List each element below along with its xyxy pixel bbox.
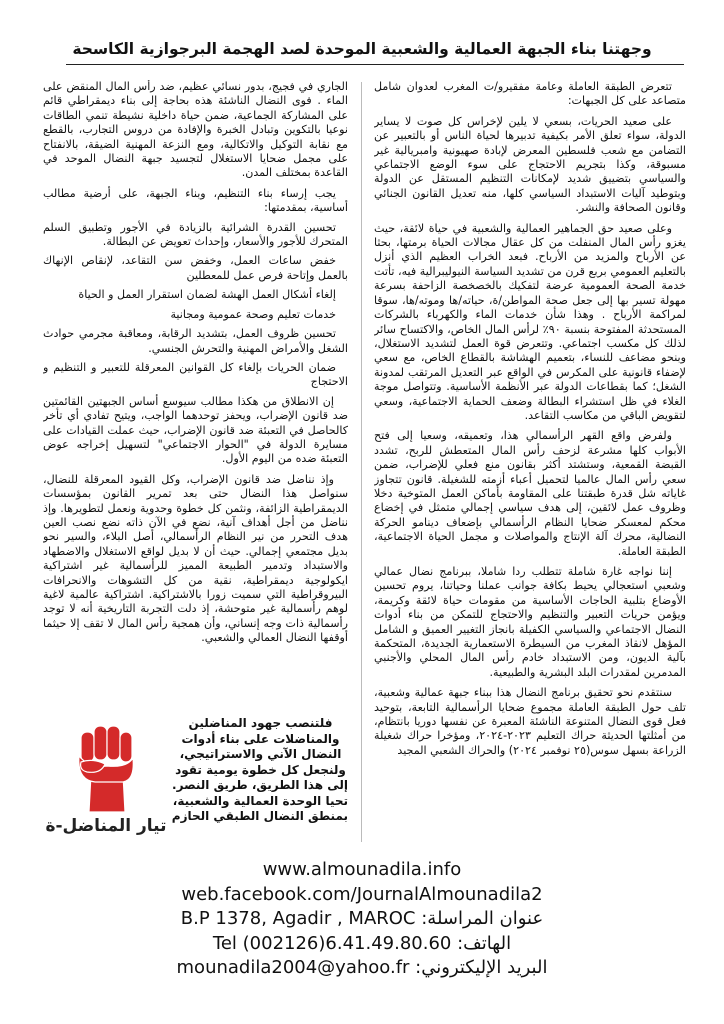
- page-title: وجهتنا بناء الجبهة العمالية والشعبية الموحدة لصد الهجمة البرجوازية الكاسحة: [72, 40, 652, 58]
- website-link[interactable]: www.almounadila.info: [262, 859, 462, 880]
- slogan-line: تحيا الوحدة العمالية والشعبية،: [172, 793, 348, 808]
- slogan-box: [43, 716, 348, 850]
- slogan-line: بمنطق النضال الطبقي الحازم: [171, 809, 348, 823]
- slogan-line: ولنجعل كل خطوة يومية تقود: [175, 762, 346, 777]
- paragraph-figuig: الجاري في فجيج، بدور نسائي عظيم، ضد رأس المال المنقض على الماء . فوى النضال الناشئة هذه بحاجة إلى بناء ديمقراطي قائم على المشاركة الجماعية، ضمن حياة داخلية نشيطة تنمي الطاقات نوعيا بالتكوين وتبادل الخبرة والإفادة من دروس التجارب، بالقطع مع نقابة التوكيل والاتكالية، ومع النزعة المهنية الضيقة، بالانفتاح على مجمل ضحايا الاستغلال لتجسيد جبهة النضال الموحد في القاعدة بمختلف المدن.: [43, 80, 348, 180]
- organization-logo: [43, 716, 169, 850]
- facebook-link[interactable]: web.facebook.com/JournalAlmounadila2: [181, 883, 543, 905]
- paragraph-strike-law: إن الانطلاق من هكذا مطالب سيوسع أساس الجبهتين القائمتين ضد قانون الإضراب، ويحفز توحدهما الواجب، ويتيح تفادي أي تأخر كالحاصل في التعبئة ضد قانون الإضراب، حيث عملت القيادات على مسايرة الدولة في "الحوار الاجتماعي" لتسهيل إخراجه عوض التعبئة ضده من اليوم الأول.: [43, 394, 348, 466]
- address-value: B.P 1378, Agadir , MAROC: [180, 908, 416, 929]
- slogan-line: فلتنصب جهود المناضلين: [188, 716, 333, 730]
- demand-item: تحسين القدرة الشرائية بالزيادة في الأجور وتطبيق السلم المتحرك للأجور والأسعار، وإحداث تعويض عن البطالة.: [43, 220, 348, 249]
- slogan-line: النضال الآني والاستراتيجي،: [179, 747, 342, 761]
- demand-item: ضمان الحريات بإلغاء كل القوانين المعرقلة للتعبير و التنظيم و الاحتجاج: [43, 360, 348, 389]
- demand-item: إلغاء أشكال العمل الهشة لضمان استقرار العمل و الحياة: [78, 288, 336, 302]
- demand-item: تحسين ظروف العمل، بتشديد الرقابة، ومعاقبة مجرمي حوادث الشغل والأمراض المهنية والتحرش الجنسي.: [43, 327, 348, 355]
- email-label: البريد الإليكتروني:: [415, 957, 548, 978]
- paragraph-intro: تتعرض الطبقة العاملة وعامة مفقيرو/ت المغرب لعدوان شامل متصاعد على كل الجبهات:: [374, 80, 686, 108]
- paragraph-socialism: وإذ نناضل ضد قانون الإضراب، وكل القيود المعرقلة للنضال، سنواصل هذا النضال حتى بعد تمرير القانون بمؤسسات الديمقراطية الزائفة، ونثمن كل خطوة وحدوية ونعمل لتطويرها. وإذ نناضل من أجل أهداف آنية، نضع في الآن ذاته نضع نصب العين هدف التحرر من نير النظام الرأسمالي، أصل البلاء، والسير نحو بديل مجتمعي إجمالي. حيث أن لا بديل لواقع الاستغلال والاضطهاد والاستبداد وتدمير الطبيعة المميز للرأسمالية غير اشتراكية ايكولوجية ديمقراطية، نقية من كل التشوهات والانحرافات البيروقراطية التي سميت زورا بالاشتراكية. اشتراكية عالمية لاغية لوهم رأسمالية غير متوحشة، إذ دلت التجربة التاريخية أنه لا توجد رأسمالية ذات وجه إنساني، وأن همجية رأس المال لا تقف إلا حيثما أوقفها النضال العمالي والشعبي.: [43, 472, 348, 645]
- demand-item: خدمات تعليم وصحة عمومية ومجانية: [170, 307, 336, 321]
- phone-label: الهاتف:: [457, 932, 512, 954]
- raised-fist-icon: [67, 722, 145, 814]
- email-value[interactable]: mounadila2004@yahoo.fr: [176, 957, 410, 978]
- paragraph-program: إننا نواجه غارة شاملة تتطلب ردا شاملا، ببرنامج نضال عمالي وشعبي استعجالي يحيط بكافة جوانب عملنا وحياتنا، يروم تحسين الأوضاع بتلبية الحاجات الأساسية من مقومات حياة لائقة وكريمة، ويؤمن حريات التعبير والتنظيم والاحتجاج للتمكن من بناء أدوات النضال الاجتماعي والسياسي الكفيلة بانجاز التغيير العميق و الشامل المؤهل لانقاذ المغرب من السيطرة الاستعمارية الجديدة، المتحكمة بآلية الديون، ومن الاستبداد خادم رأس المال المحلي والأجنبي المدمرين لمقدرات البلد البشرية والطبيعية.: [374, 565, 686, 679]
- address-label: عنوان المراسلة:: [421, 908, 544, 929]
- slogan-line: والمناضلات على بناء أدوات: [181, 731, 340, 746]
- phone-number: [0, 932, 724, 957]
- paragraph-front: سنتقدم نحو تحقيق برنامج النضال هذا ببناء جبهة عمالية وشعبية، تلف حول الطبقة العاملة مجموع ضحايا الرأسمالية التابعة، بتوحيد فعل قوى النضال المتنوعة الناشئة المعبرة عن نفسها دوريا بانتظام، من أمثلتها الحديثة حراك التعليم ٢٠٢٣-٢٠٢٤، ومؤخرا حراك شغيلة الزراعة بسهل سوس(٢٥ نوفمبر ٢٠٢٤) والحراك الشعبي المجيد: [374, 686, 686, 757]
- paragraph-freedoms: على صعيد الحريات، بسعي لا يلين لإخراس كل صوت لا يساير الدولة، سواء تعلق الأمر بكيفية تدبيرها لحياة الناس أو بالتعبير عن التضامن مع شعب فلسطين المعرض لإبادة صهيونية وامبريالية غير مسبوقة، وكذا بتجريم الاحتجاج على سوء الوضع الاجتماعي والسياسي بتضييق شديد لإمكانات التنظيم المستقل عن الدولة وبتوطيد آليات الاستبداد السياسي كلها، منه تعديل القانون الجنائي وقانون الصحافة والنشر.: [374, 114, 686, 215]
- demand-item: خفض ساعات العمل، وخفض سن التقاعد، لإنقاص الإنهاك بالعمل وإتاحة فرص عمل للمعطلين: [43, 254, 348, 282]
- phone-value: Tel (002126)6.41.49.80.60: [212, 932, 452, 954]
- closing-slogan: [173, 716, 348, 825]
- slogan-line: إلى هذا الطريق، طريق النصر.: [172, 778, 348, 792]
- contact-footer: [0, 858, 724, 981]
- logo-text: تيار المناضل-ة: [45, 816, 167, 836]
- demands-lead: يجب إرساء بناء التنظيم، وبناء الجبهة، على أرضية مطالب أساسية، بمقدمتها:: [43, 186, 348, 215]
- column-divider: [361, 82, 362, 842]
- paragraph-living-conditions: وعلى صعيد حق الجماهير العمالية والشعبية في حياة لائقة، حيث يغزو رأس المال المنفلت من كل عقال مجالات الحياة برمتها، بحثا عن الأرباح والمزيد من الأرباح. فبعد الخراب العظيم الذي أنزل بالتعليم العمومي بربع قرن من تشديد السياسة النيوليبرالية فيه، تأتت خدمة الصحة العمومية عرضة لتفكيك بالخصخصة الزاحفة بسرعة مهولة تسير بها إلى جعل صحة المواطن/ة، حياته/ها وموته/ها، سوقا لمراكمة الأرباح . وهذا شأن خدمات الماء والكهرباء بالشركات المستحدثة المفتوحة بنسبة ٩٠٪ لرأس المال الخاص، والاكتساح سائر لذلك كل مكسب اجتماعي. وتتعرض قوة العمل لتشديد الاستغلال، وبنحو مضاعف للنساء، بتعميم الهشاشة بالقطاع الخاص، مع سعي لإضفاء قانونية على المكرس في الواقع عبر التعديل المرتقب لمدونة الشغل؛ كما بقطاعات الدولة عبر الأنظمة الأساسية. وتتواصل موجة الغلاء في ظل استشراء البطالة وضعف الحماية الاجتماعية، وسعي لتقويض الباقي من مكاسب التقاعد.: [374, 221, 686, 422]
- paragraph-repression: ولفرض واقع القهر الرأسمالي هذا، وتعميقه، وسعيا إلى فتح الأبواب كلها مشرعة لزحف رأس المال المتعطش للربح، تشدد القبضة القمعية، وستشتد أكثر بقانون منع فعلي للإضراب، ضمن سعي رأس المال عالميا لتحميل أعباء أزمته للشغيلة. قانون تتجاوز غاياته شل قدرة طبقتنا على المقاومة بأماكن العمل المتوخية دخلا وظروف عمل لائقين، إلى هدف سياسي إجمالي متمثل في إخضاع محكم لمعسكر ضحايا النظام الرأسمالي بإضعاف دينامو الحركة النضالية، محرك آلة الإنتاج والمواصلات و مجمل الحياة الاجتماعية، الطبقة العاملة.: [374, 429, 686, 558]
- email-address: [0, 956, 724, 981]
- right-column: [374, 80, 686, 848]
- left-column: [43, 80, 348, 730]
- postal-address: [0, 907, 724, 932]
- title-underline: [66, 64, 684, 65]
